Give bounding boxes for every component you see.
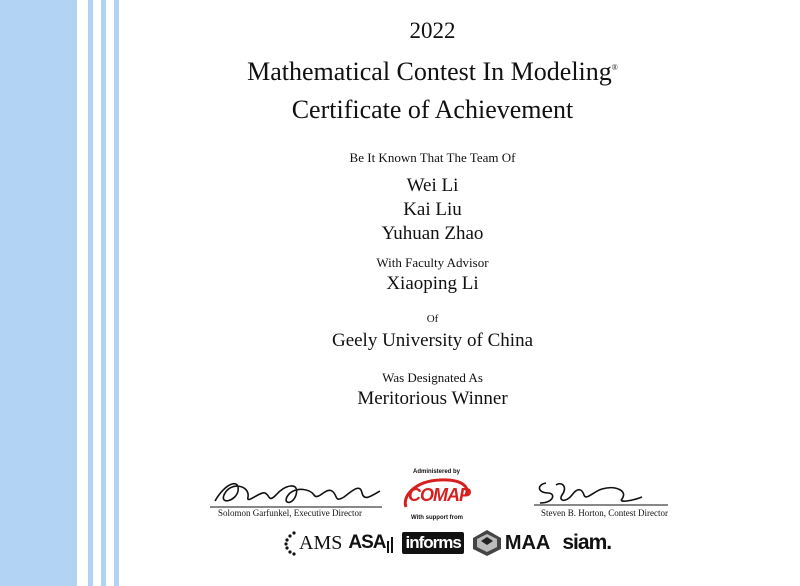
advisor-name: Xiaoping Li — [386, 273, 479, 294]
registered-mark: ® — [611, 63, 618, 72]
team-member-3: Yuhuan Zhao — [381, 223, 484, 244]
team-intro: Be It Known That The Team Of — [349, 150, 516, 165]
comap-logo — [400, 477, 472, 511]
ams-dots-icon — [284, 530, 298, 556]
informs-logo: informs — [402, 532, 463, 554]
certificate-year: 2022 — [409, 18, 456, 43]
contest-title — [0, 57, 800, 87]
asa-bars-icon — [386, 533, 396, 553]
team-member-1: Wei Li — [406, 175, 459, 196]
ams-logo: AMS — [299, 531, 343, 554]
sponsor-logos — [284, 525, 611, 561]
right-signature — [532, 477, 672, 511]
designation-intro: Was Designated As — [382, 370, 483, 385]
contest-name: Mathematical Contest In Modeling — [247, 57, 612, 86]
asa-logo: ASA — [348, 532, 386, 553]
administered-by-label: Administered by — [413, 469, 461, 475]
certificate-title: Certificate of Achievement — [291, 95, 574, 124]
designation: Meritorious Winner — [357, 388, 508, 409]
maa-emblem-icon — [472, 529, 502, 557]
comap-text: COMAP — [408, 485, 470, 505]
advisor-intro: With Faculty Advisor — [376, 255, 489, 270]
right-signature-label: Steven B. Horton, Contest Director — [541, 508, 668, 518]
support-label: With support from — [411, 515, 463, 521]
team-member-2: Kai Liu — [403, 199, 462, 220]
institution-name: Geely University of China — [331, 330, 534, 351]
of-label: Of — [426, 313, 439, 325]
left-signature — [210, 473, 385, 513]
siam-logo: siam. — [562, 531, 612, 554]
maa-logo: MAA — [504, 531, 551, 554]
left-signature-label: Solomon Garfunkel, Executive Director — [218, 508, 362, 518]
